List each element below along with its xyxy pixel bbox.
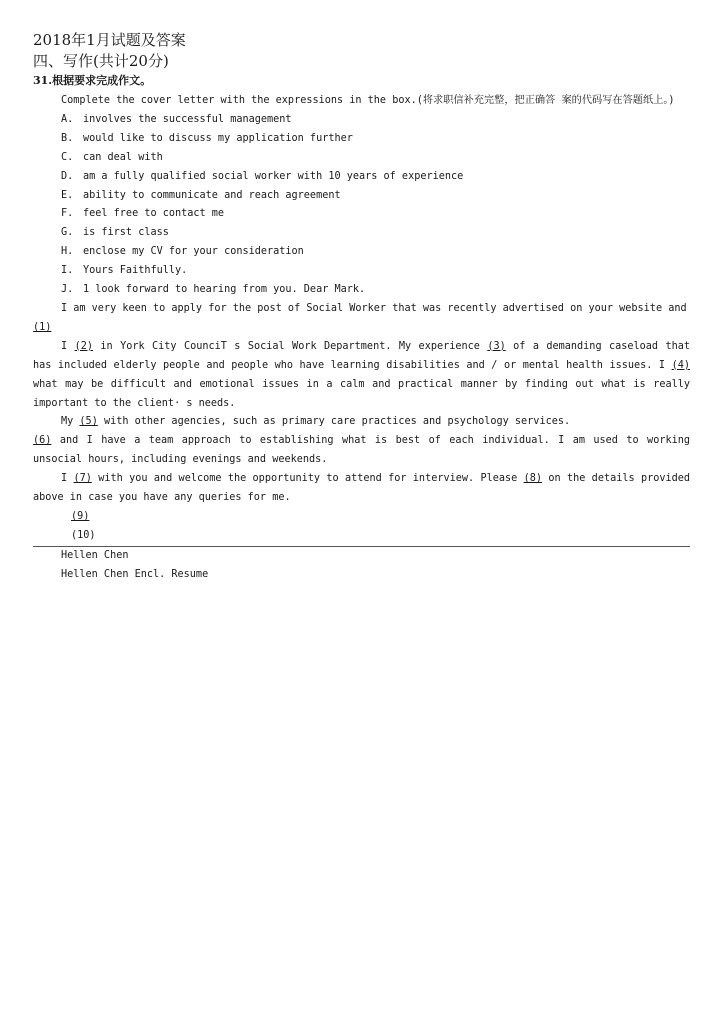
option-text: 1 look forward to hearing from you. Dear Mark. [83,284,366,296]
letter-paragraph-3: My (5) with other agencies, such as primary care practices and psychology services. [61,416,571,428]
section-title: 四、写作(共计20分) [33,52,169,70]
letter-paragraph-5: I (7) with you and welcome the opportunity to attend for interview. Please (8) on the details provided above in case you have any queries for me. [33,473,691,504]
option-item [61,281,690,300]
cover-letter [33,300,690,585]
option-key: E. [61,189,74,201]
option-item [61,111,690,130]
option-key: D. [61,170,74,182]
closing-blank-9 [71,508,690,527]
option-text: ability to communicate and reach agreement [83,189,341,201]
option-text: involves the successful management [83,113,292,125]
signature-enclosure: Hellen Chen Encl. Resume [61,568,209,580]
blank-3: (3) [487,340,506,352]
signature-name: Hellen Chen [61,549,129,561]
blank-1: (1) [33,321,52,333]
option-key: A. [61,113,74,125]
blank-10: (10) [71,529,96,541]
option-key: B. [61,132,74,144]
option-key: F. [61,208,74,220]
document-page [33,30,690,585]
letter-paragraph-1: I am very keen to apply for the post of Social Worker that was recently advertised on your website and (1) [33,302,687,333]
instruction: Complete the cover letter with the expressions in the box.(将求职信补充完整，把正确答 案的代码写在答题纸上。) [61,95,675,106]
options-list [33,111,690,300]
option-item [61,243,690,262]
option-text: would like to discuss my application further [83,132,353,144]
option-key: G. [61,227,74,239]
option-item [61,130,690,149]
blank-6: (6) [33,435,52,447]
blank-7: (7) [73,473,92,485]
option-text: feel free to contact me [83,208,225,220]
option-key: C. [61,151,74,163]
option-item [61,262,690,281]
option-text: am a fully qualified social worker with 10 years of experience [83,170,464,182]
question-title: 31.根据要求完成作文。 [33,74,152,87]
option-text: enclose my CV for your consideration [83,246,304,258]
option-key: H. [61,246,74,258]
blank-8: (8) [523,473,543,485]
option-item [61,149,690,168]
option-text: can deal with [83,151,163,163]
letter-paragraph-2: I (2) in York City CounciT s Social Work Department. My experience (3) of a demanding caseload that has included elderly people and people who have learning disabilities and / or mental health issues. I (4) what may be difficult and emotional issues in a calm and practical manner by finding out what is really important to the client· s needs. [33,340,691,409]
blank-4: (4) [671,359,691,371]
option-item [61,187,690,206]
option-key: J. [61,284,74,296]
blank-5: (5) [79,416,98,428]
option-text: is first class [83,227,169,239]
closing-blank-10 [71,527,690,546]
option-item [61,168,690,187]
option-key: I. [61,265,74,277]
letter-paragraph-4: (6) and I have a team approach to establishing what is best of each individual. I am used to working unsocial hours, including evenings and weekends. [33,435,690,466]
option-text: Yours Faithfully. [83,265,188,277]
doc-title: 2018年1月试题及答案 [33,31,186,49]
option-item [61,224,690,243]
blank-9: (9) [71,510,90,522]
option-item [61,205,690,224]
blank-2: (2) [74,340,93,352]
